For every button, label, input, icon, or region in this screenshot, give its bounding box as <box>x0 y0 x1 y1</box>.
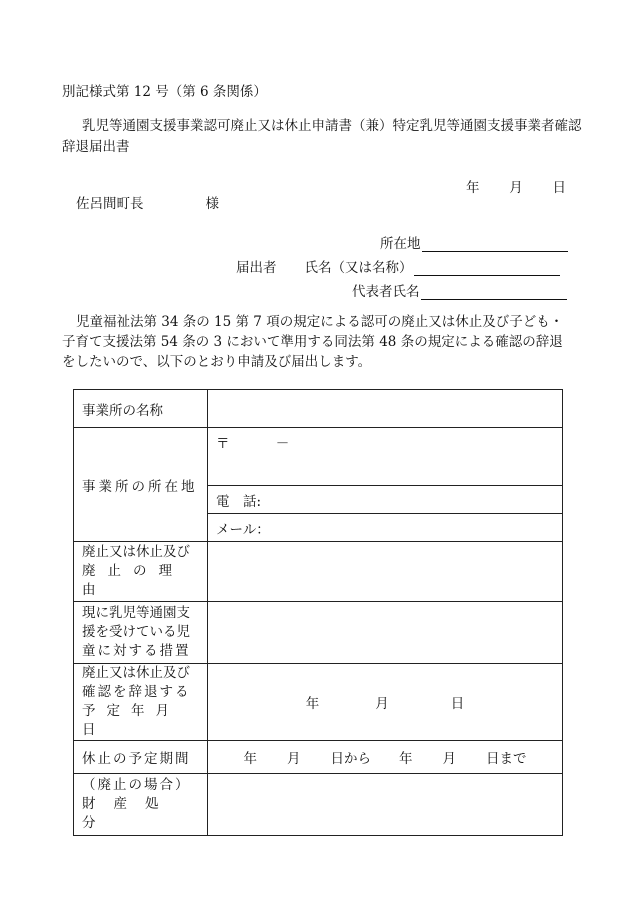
scheduled-day-label: 日 <box>450 696 465 712</box>
property-disposal-field[interactable] <box>208 774 563 836</box>
reason-field[interactable] <box>208 542 563 602</box>
reason-label-line-2: 廃止の理由 <box>82 563 184 598</box>
scheduled-date-label-line-1: 廃止又は休止及び <box>82 665 190 681</box>
measures-field[interactable] <box>208 602 563 664</box>
addressee-name: 佐呂間町長 <box>76 196 144 212</box>
date-month-label: 月 <box>509 180 523 196</box>
document-title: 乳児等通園支援事業認可廃止又は休止申請書（兼）特定乳児等通園支援事業者確認辞退届出書 <box>62 118 582 155</box>
office-name-label-cell <box>74 390 208 428</box>
name-input-line[interactable] <box>414 259 560 276</box>
scheduled-date-values <box>216 692 554 712</box>
suspension-year-to: 年 <box>399 751 413 767</box>
scheduled-date-label-line-3: 予定年月日 <box>82 703 180 738</box>
name-label: 氏名（又は名称） <box>304 260 413 276</box>
property-label-line-1: （廃止の場合） <box>82 777 191 793</box>
property-label-line-2: 財産処分 <box>82 796 177 831</box>
suspension-period-field[interactable] <box>208 741 563 774</box>
phone-field[interactable] <box>208 486 563 514</box>
measures-label-line-1: 現に乳児等通園支 <box>82 605 190 621</box>
email-label: メール： <box>216 521 270 538</box>
measures-label-line-2: 援を受けている児 <box>82 624 190 640</box>
office-location-label-cell <box>74 428 208 542</box>
suspension-period-label: 休止の予定期間 <box>82 751 191 767</box>
representative-label: 代表者氏名 <box>352 284 420 300</box>
applicant-name-row <box>236 256 560 276</box>
scheduled-date-label-cell <box>74 664 208 741</box>
table-row <box>74 774 563 836</box>
office-name-label: 事業所の名称 <box>82 402 163 419</box>
address-label: 所在地 <box>380 236 421 252</box>
measures-label-cell <box>74 602 208 664</box>
postal-dash: － <box>275 436 290 452</box>
table-row <box>74 390 563 428</box>
applicant-representative-row <box>352 280 567 300</box>
scheduled-year-label: 年 <box>305 696 320 712</box>
table-row <box>74 542 563 602</box>
postal-address-field[interactable] <box>208 428 563 486</box>
reason-label-line-1: 廃止又は休止及び <box>82 544 190 560</box>
body-text: 児童福祉法第 34 条の 15 第 7 項の規定による認可の廃止又は休止及び子ども・子育て支援法第 54 条の 3 において準用する同法第 48 条の規定による確認の辞退をしたいので、以下のとおり申請及び届出します。 <box>62 314 564 370</box>
postal-mark: 〒 <box>216 436 230 452</box>
applicant-address-row <box>380 232 568 252</box>
address-input-line[interactable] <box>422 235 568 252</box>
addressee-honorific: 様 <box>205 196 219 212</box>
suspension-day-to: 日まで <box>486 751 527 767</box>
scheduled-month-label: 月 <box>375 696 389 712</box>
representative-input-line[interactable] <box>421 283 567 300</box>
table-row <box>74 602 563 664</box>
property-label-cell <box>74 774 208 836</box>
reason-label-cell <box>74 542 208 602</box>
addressee <box>76 192 219 212</box>
email-field[interactable] <box>208 514 563 542</box>
application-table <box>73 389 563 836</box>
applicant-role-label: 届出者 <box>236 260 277 276</box>
office-location-label: 事業所の所在地 <box>82 478 198 495</box>
table-row <box>74 428 563 486</box>
office-name-field[interactable] <box>208 390 563 428</box>
suspension-year-from: 年 <box>243 751 257 767</box>
suspension-month-to: 月 <box>442 751 456 767</box>
suspension-period-label-cell <box>74 741 208 774</box>
date-day-label: 日 <box>552 180 566 196</box>
phone-label: 電 話: <box>216 493 262 510</box>
suspension-period-values <box>216 747 554 767</box>
scheduled-date-field[interactable] <box>208 664 563 741</box>
table-row <box>74 741 563 774</box>
table-row <box>74 664 563 741</box>
submission-date <box>466 176 566 196</box>
scheduled-date-label-line-2: 確認を辞退する <box>82 684 191 700</box>
suspension-month-from: 月 <box>287 751 301 767</box>
measures-label-line-3: 童に対する措置 <box>82 643 191 659</box>
form-number: 別記様式第 12 号（第 6 条関係） <box>62 84 267 100</box>
suspension-day-from: 日から <box>330 751 371 767</box>
date-year-label: 年 <box>466 180 480 196</box>
